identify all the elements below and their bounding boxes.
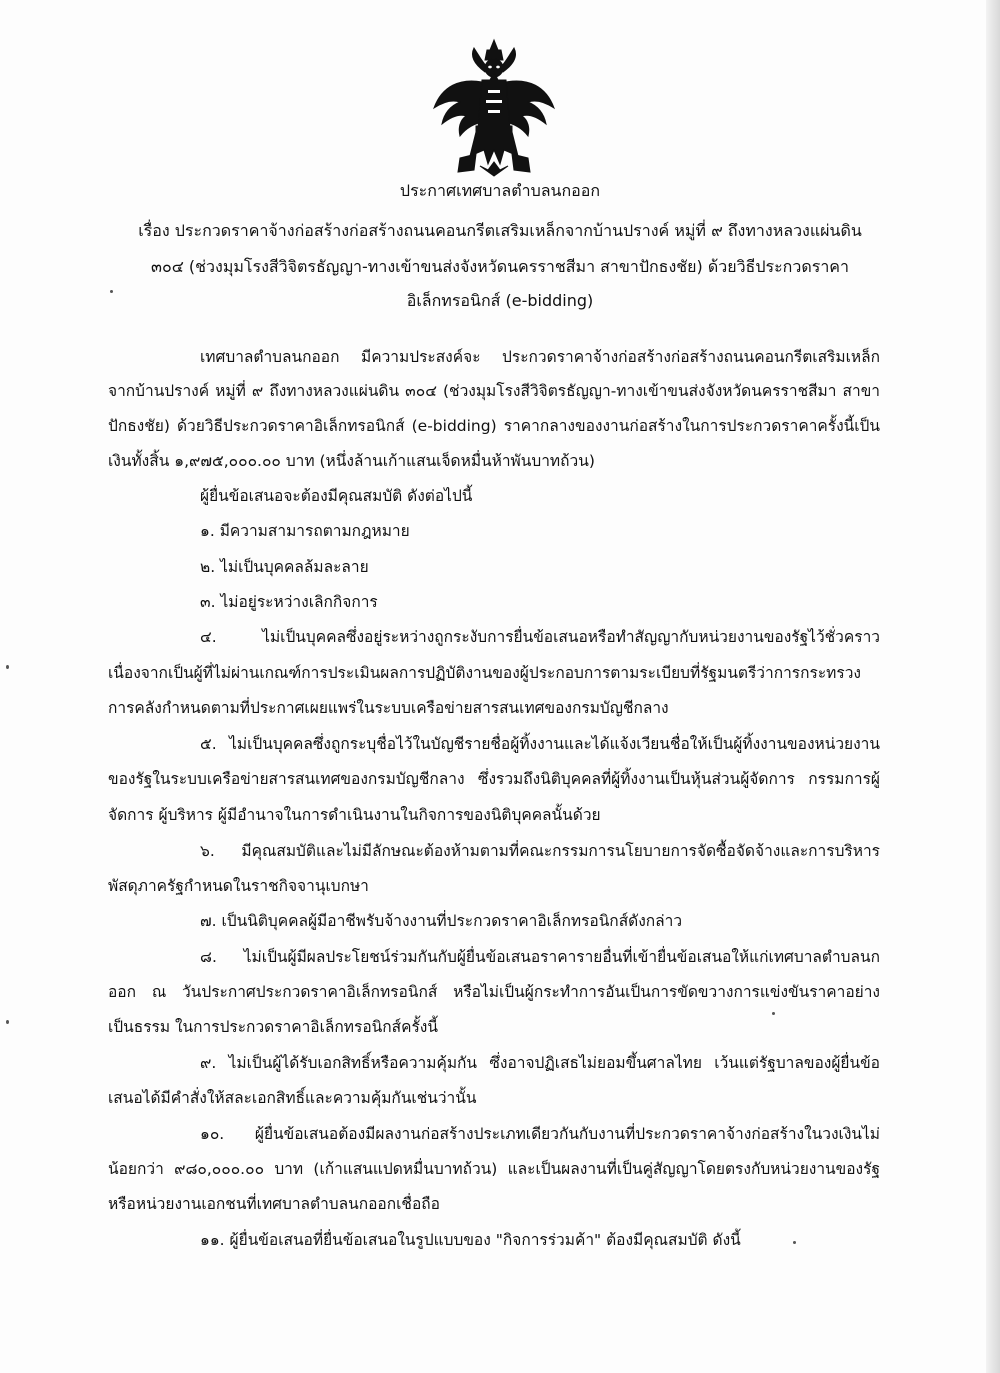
- qualification-item-10-line-3: หรือหน่วยงานเอกชนที่เทศบาลตำบลนกออกเชื่อถือ: [108, 1195, 440, 1213]
- subject-line-2: ๓๐๔ (ช่วงมุมโรงสีวิจิตรธัญญา-ทางเข้าขนส่งจังหวัดนครราชสีมา สาขาปักธงชัย) ด้วยวิธีประกวดราคา: [151, 257, 849, 276]
- qualification-item-5-line-2: ของรัฐในระบบเครือข่ายสารสนเทศของกรมบัญชีกลาง ซึ่งรวมถึงนิติบุคคลที่ผู้ทิ้งงานเป็นหุ้นส่วนผู้จัดการ กรรมการผู้: [108, 770, 880, 788]
- qualification-item-10-line-2: น้อยกว่า ๙๘๐,๐๐๐.๐๐ บาท (เก้าแสนแปดหมื่นบาทถ้วน) และเป็นผลงานที่เป็นคู่สัญญาโดยตรงกับหน่วยงานของรัฐ: [108, 1160, 880, 1178]
- qualification-item-1: ๑. มีความสามารถตามกฎหมาย: [200, 522, 410, 540]
- subject-line-1: เรื่อง ประกวดราคาจ้างก่อสร้างก่อสร้างถนนคอนกรีตเสริมเหล็กจากบ้านปรางค์ หมู่ที่ ๙ ถึงทางหลวงแผ่นดิน: [138, 221, 862, 240]
- qualification-item-9-line-1: ๙. ไม่เป็นผู้ได้รับเอกสิทธิ์หรือความคุ้มกัน ซึ่งอาจปฏิเสธไม่ยอมขึ้นศาลไทย เว้นแต่รัฐบาลของผู้ยื่นข้อ: [200, 1054, 880, 1072]
- qualification-item-5-line-1: ๕. ไม่เป็นบุคคลซึ่งถูกระบุชื่อไว้ในบัญชีรายชื่อผู้ทิ้งงานและได้แจ้งเวียนชื่อให้เป็นผู้ทิ้งงานของหน่วยงาน: [200, 735, 880, 753]
- intro-line-1: เทศบาลตำบลนกออก มีความประสงค์จะ ประกวดราคาจ้างก่อสร้างก่อสร้างถนนคอนกรีตเสริมเหล็ก: [200, 348, 880, 366]
- subject-line-3: อิเล็กทรอนิกส์ (e-bidding): [406, 291, 594, 310]
- scan-speck: [6, 665, 9, 669]
- scan-speck: [772, 1012, 775, 1015]
- scan-speck: [6, 1020, 9, 1024]
- qualification-item-11: ๑๑. ผู้ยื่นข้อเสนอที่ยื่นข้อเสนอในรูปแบบของ "กิจการร่วมค้า" ต้องมีคุณสมบัติ ดังนี้: [200, 1231, 741, 1249]
- scan-speck: [793, 1241, 796, 1244]
- qualification-item-7: ๗. เป็นนิติบุคคลผู้มีอาชีพรับจ้างงานที่ประกวดราคาอิเล็กทรอนิกส์ดังกล่าว: [200, 912, 683, 930]
- qualification-item-5-line-3: จัดการ ผู้บริหาร ผู้มีอำนาจในการดำเนินงานในกิจการของนิติบุคคลนั้นด้วย: [108, 806, 601, 824]
- qualification-item-2: ๒. ไม่เป็นบุคคลล้มละลาย: [200, 558, 369, 576]
- qualification-item-8-line-3: เป็นธรรม ในการประกวดราคาอิเล็กทรอนิกส์ครั้งนี้: [108, 1018, 438, 1036]
- qualification-item-10-line-1: ๑๐. ผู้ยื่นข้อเสนอต้องมีผลงานก่อสร้างประเภทเดียวกันกับงานที่ประกวดราคาจ้างก่อสร้างในวงเงินไม่: [200, 1125, 880, 1143]
- qualification-item-8-line-2: ออก ณ วันประกาศประกวดราคาอิเล็กทรอนิกส์ หรือไม่เป็นผู้กระทำการอันเป็นการขัดขวางการแข่งขันราคาอย่าง: [108, 983, 880, 1001]
- qualification-item-9-line-2: เสนอได้มีคำสั่งให้สละเอกสิทธิ์และความคุ้มกันเช่นว่านั้น: [108, 1089, 477, 1107]
- qualification-item-3: ๓. ไม่อยู่ระหว่างเลิกกิจการ: [200, 593, 378, 611]
- announcement-title: ประกาศเทศบาลตำบลนกออก: [399, 181, 601, 200]
- scan-speck: [110, 290, 113, 293]
- qualification-item-4-line-3: การคลังกำหนดตามที่ประกาศเผยแพร่ในระบบเครือข่ายสารสนเทศของกรมบัญชีกลาง: [108, 699, 669, 717]
- qualification-item-6-line-1: ๖. มีคุณสมบัติและไม่มีลักษณะต้องห้ามตามที่คณะกรรมการนโยบายการจัดซื้อจัดจ้างและการบริหาร: [200, 842, 880, 860]
- intro-line-3: ปักธงชัย) ด้วยวิธีประกวดราคาอิเล็กทรอนิกส์ (e-bidding) ราคากลางของงานก่อสร้างในการประกวดราคาครั้งนี้เป็น: [108, 417, 880, 435]
- intro-line-2: จากบ้านปรางค์ หมู่ที่ ๙ ถึงทางหลวงแผ่นดิน ๓๐๔ (ช่วงมุมโรงสีวิจิตรธัญญา-ทางเข้าขนส่งจังหวัดนครราชสีมา สาขา: [108, 382, 880, 400]
- qualifications-heading: ผู้ยื่นข้อเสนอจะต้องมีคุณสมบัติ ดังต่อไปนี้: [200, 487, 473, 505]
- page-edge-shadow: [986, 0, 1000, 1373]
- qualification-item-4-line-1: ๔. ไม่เป็นบุคคลซึ่งอยู่ระหว่างถูกระงับการยื่นข้อเสนอหรือทำสัญญากับหน่วยงานของรัฐไว้ชั่วคราว: [200, 628, 880, 646]
- qualification-item-6-line-2: พัสดุภาครัฐกำหนดในราชกิจจานุเบกษา: [108, 877, 369, 895]
- qualification-item-4-line-2: เนื่องจากเป็นผู้ที่ไม่ผ่านเกณฑ์การประเมินผลการปฏิบัติงานของผู้ประกอบการตามระเบียบที่รัฐมนตรีว่าการกระทรวง: [108, 664, 861, 682]
- garuda-emblem-icon: [430, 38, 558, 178]
- qualification-item-8-line-1: ๘. ไม่เป็นผู้มีผลประโยชน์ร่วมกันกับผู้ยื่นข้อเสนอราคารายอื่นที่เข้ายื่นข้อเสนอให้แก่เทศบาลตำบลนก: [200, 948, 880, 966]
- intro-line-4: เงินทั้งสิ้น ๑,๙๗๕,๐๐๐.๐๐ บาท (หนึ่งล้านเก้าแสนเจ็ดหมื่นห้าพันบาทถ้วน): [108, 452, 595, 470]
